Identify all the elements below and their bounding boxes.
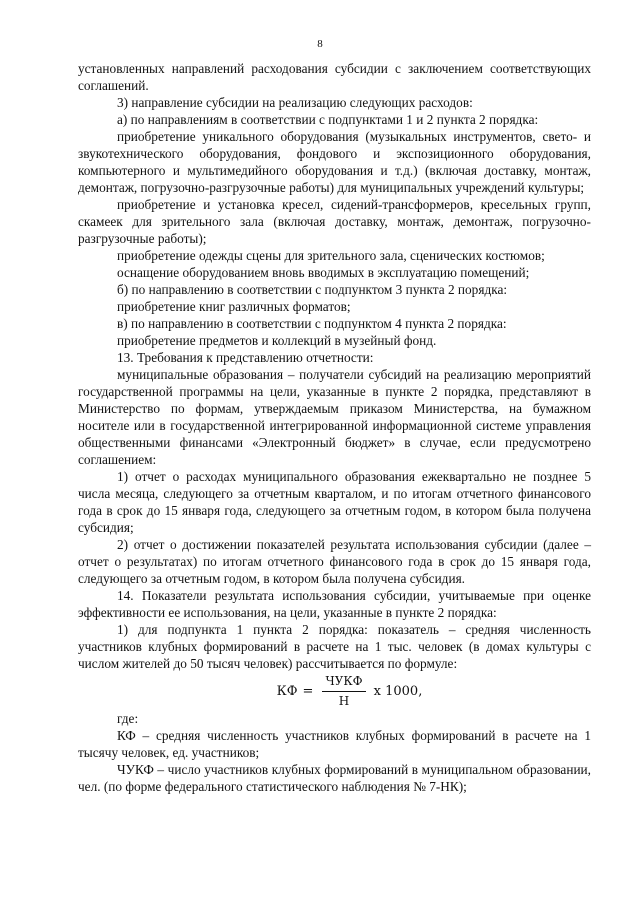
paragraph: КФ – средняя численность участников клубных формирований в расчете на 1 тысячу человек, ед. участников; (78, 728, 591, 760)
paragraph: 13. Требования к представлению отчетности: (117, 350, 374, 365)
paragraph: приобретение уникального оборудования (музыкальных инструментов, свето- и звукотехнического оборудования, фондового и экспозиционного оборудования, компьютерного и мультимедийного оборудования и т.д.) (включая доставку, монтаж, демонтаж, погрузочно-разгрузочные работы) для муниципальных учреждений культуры; (78, 129, 591, 195)
paragraph-group (78, 710, 591, 795)
paragraph: оснащение оборудованием вновь вводимых в эксплуатацию помещений; (117, 265, 530, 280)
paragraph: приобретение и установка кресел, сидений-трансформеров, кресельных групп, скамеек для зрительного зала (включая доставку, монтаж, демонтаж, погрузочно-разгрузочные работы); (78, 197, 591, 246)
paragraph: муниципальные образования – получатели субсидий на реализацию мероприятий государственной программы на цели, указанные в пункте 2 порядка, представляют в Министерство по формам, утверждаемым приказом Министерства, на бумажном носителе или в государственной интегрированной информационной системе управления общественными финансами «Электронный бюджет» в случае, если предусмотрено соглашением: (78, 367, 591, 467)
paragraph: ЧУКФ – число участников клубных формирований в муниципальном образовании, чел. (по форме федерального статистического наблюдения № 7-НК); (78, 762, 591, 794)
paragraph: 3) направление субсидии на реализацию следующих расходов: (117, 95, 473, 110)
paragraph: приобретение одежды сцены для зрительного зала, сценических костюмов; (117, 248, 545, 263)
formula-denominator: Н (338, 693, 350, 708)
paragraph: 1) для подпункта 1 пункта 2 порядка: показатель – средняя численность участников клубных формирований в расчете на 1 тыс. человек (в домах культуры с числом жителей до 50 тысяч человек) рассчитывается по формуле: (78, 622, 591, 671)
paragraph: 1) отчет о расходах муниципального образования ежеквартально не позднее 5 числа месяца, следующего за отчетным кварталом, и по итогам отчетного финансового года в срок до 15 января года, следующего за отчетным годом, в котором была получена субсидия; (78, 469, 591, 535)
paragraph: б) по направлению в соответствии с подпунктом 3 пункта 2 порядка: (117, 282, 508, 297)
formula-fraction (322, 673, 365, 710)
paragraph: установленных направлений расходования субсидии с заключением соответствующих соглашений. (78, 61, 591, 93)
paragraph: в) по направлению в соответствии с подпунктом 4 пункта 2 порядка: (117, 316, 507, 331)
paragraph: приобретение предметов и коллекций в музейный фонд. (117, 333, 437, 348)
paragraph: 14. Показатели результата использования субсидии, учитываемые при оценке эффективности ее использования, на цели, указанные в пункте 2 порядка: (78, 588, 591, 620)
paragraph: где: (117, 711, 139, 726)
formula-equals: = (302, 683, 314, 699)
formula-lhs: КФ (276, 683, 298, 699)
paragraph: 2) отчет о достижении показателей результата использования субсидии (далее – отчет о результатах) по итогам отчетного финансового года в срок до 15 января года, следующего за отчетным годом, в котором была получена субсидия. (78, 537, 591, 586)
formula-numerator: ЧУКФ (322, 673, 365, 692)
page-number: 8 (317, 38, 323, 50)
document-body (78, 60, 591, 795)
formula-multiplier: x 1000, (373, 683, 423, 699)
paragraph: а) по направлениям в соответствии с подпунктами 1 и 2 пункта 2 порядка: (117, 112, 539, 127)
formula (108, 672, 591, 710)
paragraph-group (78, 60, 591, 672)
paragraph: приобретение книг различных форматов; (117, 299, 351, 314)
